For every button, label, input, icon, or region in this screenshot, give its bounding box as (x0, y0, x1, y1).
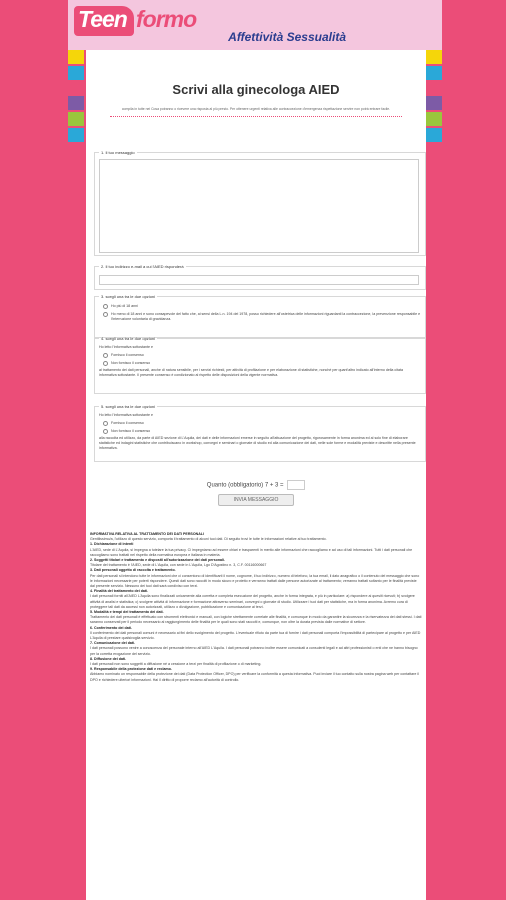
privacy-section-text: Trattamento dei dati personali è effettuato con strumenti elettronici e manuali, con logiche strettamente correlate alle finalità, e comunque in modo da garantire la sicurezza e la riservatezza dei dati stessi. I dati saranno conservati per il periodo necessario al raggiungimento delle finalità per le quali sono stati raccolti e, comunque, non oltre la durata prevista dalle normative di settore. (90, 615, 422, 625)
privacy-section-text: I dati personali forniti all'AIED L'Aquila sono finalizzati unicamente alla corretta e completa esecuzione del progetto, anche in forma integrata, e più in particolare: a) rispondere ai quesiti ricevuti; b) svolgere attività di analisi e statistica; c) svolgere attività di informazione e formazione attraverso seminari, convegni o giornate di studio. Utilizzare i tuoi dati per statistiche, ma in forma anonima. Avremo cura di proteggere tali dati da accessi non autorizzati, utilizzo o divulgazione, pubblicazione e comunicazione ai terzi. (90, 594, 415, 609)
privacy-section-heading: 6. Conferimento dei dati. (90, 625, 132, 630)
form-intro: compila in tutte nei Cosa potranno o ricevere una risposta al più presto. Per ottenere urgenti relativa alle contraccezione d'emergenza rispettazione servire non potrà entrare facile. (121, 107, 391, 111)
age-fieldset (94, 294, 426, 338)
captcha-label: Quanto (obbligatorio) 7 + 3 = (206, 482, 284, 489)
consent-fieldset-2 (94, 404, 426, 462)
consent-1-intro: Ho letto l'informativa sottostante e (99, 345, 154, 349)
message-textarea[interactable] (99, 159, 419, 253)
page-title: Scrivi alla ginecologa AIED (172, 82, 340, 97)
privacy-section-heading: 9. Responsabile della protezione dati e reclamo. (90, 667, 172, 672)
privacy-section-heading: 7. Comunicazione dei dati. (90, 641, 136, 646)
privacy-section-heading: 4. Finalità del trattamento dei dati. (90, 589, 149, 594)
privacy-section-text: Titolare del trattamento è l'AIED, sede di L'Aquila, con sede in L'Aquila, Lgo D'Agostino n. 3, C.F. 00116000667 (90, 563, 267, 568)
captcha-row (86, 480, 426, 490)
consent-1-yes-label: Fornisco il consenso (111, 353, 144, 357)
age-option-adult-label: Ho più di 18 anni (111, 304, 138, 308)
divider (110, 116, 402, 117)
submit-button[interactable]: INVIA MESSAGGIO (218, 494, 294, 506)
message-legend: 1. Il tuo messaggio (101, 150, 135, 155)
email-field[interactable] (99, 275, 419, 285)
radio-icon[interactable] (103, 429, 108, 434)
radio-icon[interactable] (103, 312, 108, 317)
site-header (68, 0, 442, 50)
consent-1-legend: 4. scegli una tra le due opzioni (101, 336, 156, 341)
age-legend: 3. scegli una tra le due opzioni (101, 294, 156, 299)
age-option-minor[interactable] (103, 312, 421, 322)
privacy-section-heading: 1. Dichiarazione di intenti (90, 542, 134, 547)
message-fieldset (94, 150, 426, 256)
consent-2-intro: Ho letto l'informativa sottostante e (99, 413, 154, 417)
consent-2-text: alla raccolta ed utilizzo, da parte di AIED sezione di L'Aquila, dei dati e delle informazioni emerse in seguito all'attuazione del progetto, rigorosamente in forma anonima ed al solo fine di elaborare statistiche ed indagini statistiche che contribuiscano in workshop, convegni e seminari o giornate di studio ed alla comunicazione dei dati, nelle sole forme e modalità previste e descritte nella presente informativa. (99, 436, 416, 450)
consent-2-no-label: Non fornisco il consenso (111, 429, 151, 433)
logo-text-formo: formo (136, 6, 197, 32)
privacy-section-heading: 2. Soggetti titolari e trattamento e dispositi all'autorizzazione dei dati personali. (90, 558, 226, 563)
privacy-section-text: L'AIED, sede di L'Aquila, si impegna a tutelare la tua privacy. Ci impegniamo ad essere chiari e trasparenti in merito alle informazioni che raccogliamo e ad uso di tali informazioni. Tutti i dati personali che raccogliamo sono trattati nel rispetto della normativa europea e italiana in materia. (90, 547, 413, 557)
captcha-input[interactable] (287, 480, 305, 490)
consent-fieldset-1 (94, 336, 426, 394)
privacy-section-heading: 8. Diffusione dei dati. (90, 656, 127, 661)
privacy-notice (90, 532, 422, 683)
privacy-section-text: Per dati personali si intendono tutte le informazioni che ci consentono di identificarti il nome, cognome, il tuo indirizzo, numero di telefono, la tua email, il dato anagrafico o il contenuto del messaggio che sono le informazioni necessarie per poterti rispondere. Questi dati sono raccolti in modo sicuro e protetto e verranno trattati dalle persone autorizzate al trattamento; verranno trattati soltanto per le finalità previste dal presente servizio. Nessuno dei tuoi dati sarà condiviso con terzi. (90, 573, 420, 589)
email-fieldset (94, 264, 426, 290)
radio-icon[interactable] (103, 421, 108, 426)
age-option-adult[interactable] (103, 304, 421, 309)
privacy-title: INFORMATIVA RELATIVA AL TRATTAMENTO DEI DATI PERSONALI (90, 532, 204, 536)
privacy-section-text: Il conferimento dei dati personali comuni è necessario ai fini dello svolgimento del progetto. L'eventuale rifiuto da parte tua di fornire i dati personali comporta l'impossibilità di partecipare al progetto e per AIED L'Aquila di prestare qualsivoglia servizio. (90, 630, 421, 641)
consent-2-yes[interactable] (103, 421, 421, 426)
main-content (86, 50, 426, 900)
consent-2-legend: 5. scegli una tra le due opzioni (101, 404, 156, 409)
consent-1-no[interactable] (103, 361, 421, 366)
site-subtitle: Affettività Sessualità (228, 30, 346, 44)
privacy-intro: Gentilissimo/a, l'utilizzo di questo servizio, comporta il trattamento di alcuni tuoi dati. Di seguito trovi le tutte le informazioni relative al tuo trattamento. (90, 537, 327, 542)
consent-1-yes[interactable] (103, 353, 421, 358)
radio-icon[interactable] (103, 304, 108, 309)
radio-icon[interactable] (103, 353, 108, 358)
logo-text-teen: Teen (78, 6, 127, 32)
consent-1-no-label: Non fornisco il consenso (111, 361, 151, 365)
consent-1-text: al trattamento dei dati personali, anche di natura sensibile, per i servizi richiesti, per attività di profilazione e per elaborazione di statistiche, nonché per quant'altro indicato all'interno della citata informativa sottostante. Il presente consenso è condizionato al rispetto delle disposizioni della vigente normativa. (99, 368, 404, 377)
privacy-sections (90, 542, 422, 682)
privacy-section-text: Abbiamo nominato un responsabile della protezione dei dati (Data Protection Officer, DPO) per verificare la conformità a questa informativa. Puoi inviare il tuo contatto sulla nostra pagina web per contattare il DPO e richiedere ulteriori informazioni. Hai il diritto di proporre reclamo all'autorità di controllo. (90, 672, 419, 682)
radio-icon[interactable] (103, 361, 108, 366)
privacy-section-text: I dati personali possono venire a conoscenza del personale interno all'AIED L'Aquila. I dati personali potranno inoltre essere comunicati a consulenti legali e ad altri professionisti o enti che ne hanno bisogno per la corretta erogazione del servizio. (90, 646, 418, 656)
consent-2-yes-label: Fornisco il consenso (111, 421, 144, 425)
privacy-section-heading: 3. Dati personali oggetto di raccolta e trattamento. (90, 568, 176, 573)
email-legend: 2. Il tuo indirizzo e-mail a cui l'AIED risponderà (101, 264, 184, 269)
consent-2-no[interactable] (103, 429, 421, 434)
privacy-section-heading: 5. Modalità e tempi del trattamento dei dati. (90, 610, 164, 615)
age-option-minor-label: Ho meno di 18 anni e sono consapevole del fatto che, ai sensi della L.n. 194 del 1978, posso richiedere all'ostetrica delle informazioni riguardanti la contraccezione, la prevenzione responsabile e l'interruzione volontaria di gravidanza. (111, 312, 421, 321)
privacy-section-text: I dati personali non sono soggetti a diffusione né a cessione a terzi per finalità di profilazione o di marketing. (90, 662, 262, 667)
